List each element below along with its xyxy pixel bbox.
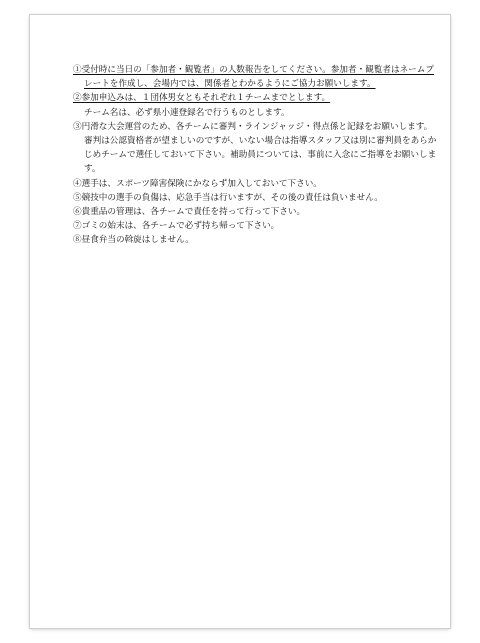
note-line: ⑤競技中の選手の負傷は、応急手当は行いますが、その後の責任は負いません。 — [73, 192, 383, 203]
note-line: ②参加申込みは、１団体男女ともそれぞれ１チームまでとします。 — [73, 93, 331, 104]
note-item-4 — [73, 177, 443, 191]
note-item-8 — [73, 233, 443, 247]
note-line: じめチームで選任しておいて下さい。補助員については、事前に入念にご指導をお願いしま — [84, 150, 437, 161]
note-line: レートを作成し、会場内では、関係者とわかるようにご協力お願いします。 — [84, 79, 376, 90]
note-line: す。 — [84, 164, 101, 175]
note-line: ⑦ゴミの始末は、各チームで必ず持ち帰って下さい。 — [73, 221, 280, 232]
note-item-6 — [73, 205, 443, 219]
note-item-7 — [73, 219, 443, 233]
note-item-5 — [73, 191, 443, 205]
note-item-3 — [73, 120, 443, 177]
note-line: ⑥貴重品の管理は、各チームで責任を持って行って下さい。 — [73, 207, 306, 218]
note-line: 審判は公認資格者が望ましいのですが、いない場合は指導スタッフ又は別に審判員をあらか — [84, 136, 437, 147]
note-item-2 — [73, 91, 443, 119]
note-line: ③円滑な大会運営のため、各チームに審判・ラインジャッジ・得点係と記録をお願いします。 — [73, 121, 433, 132]
note-line: ⑧昼食弁当の斡旋はしません。 — [73, 235, 194, 246]
note-line: ④選手は、スポーツ障害保険にかならず加入しておいて下さい。 — [73, 178, 322, 189]
note-item-1 — [73, 63, 443, 91]
notes-list — [73, 63, 443, 248]
note-line: チーム名は、必ず県小連登録名で行うものとします。 — [84, 107, 290, 118]
note-line: ①受付時に当日の「参加者・観覧者」の人数報告をしてください。参加者・観覧者はネームプ — [73, 65, 434, 75]
